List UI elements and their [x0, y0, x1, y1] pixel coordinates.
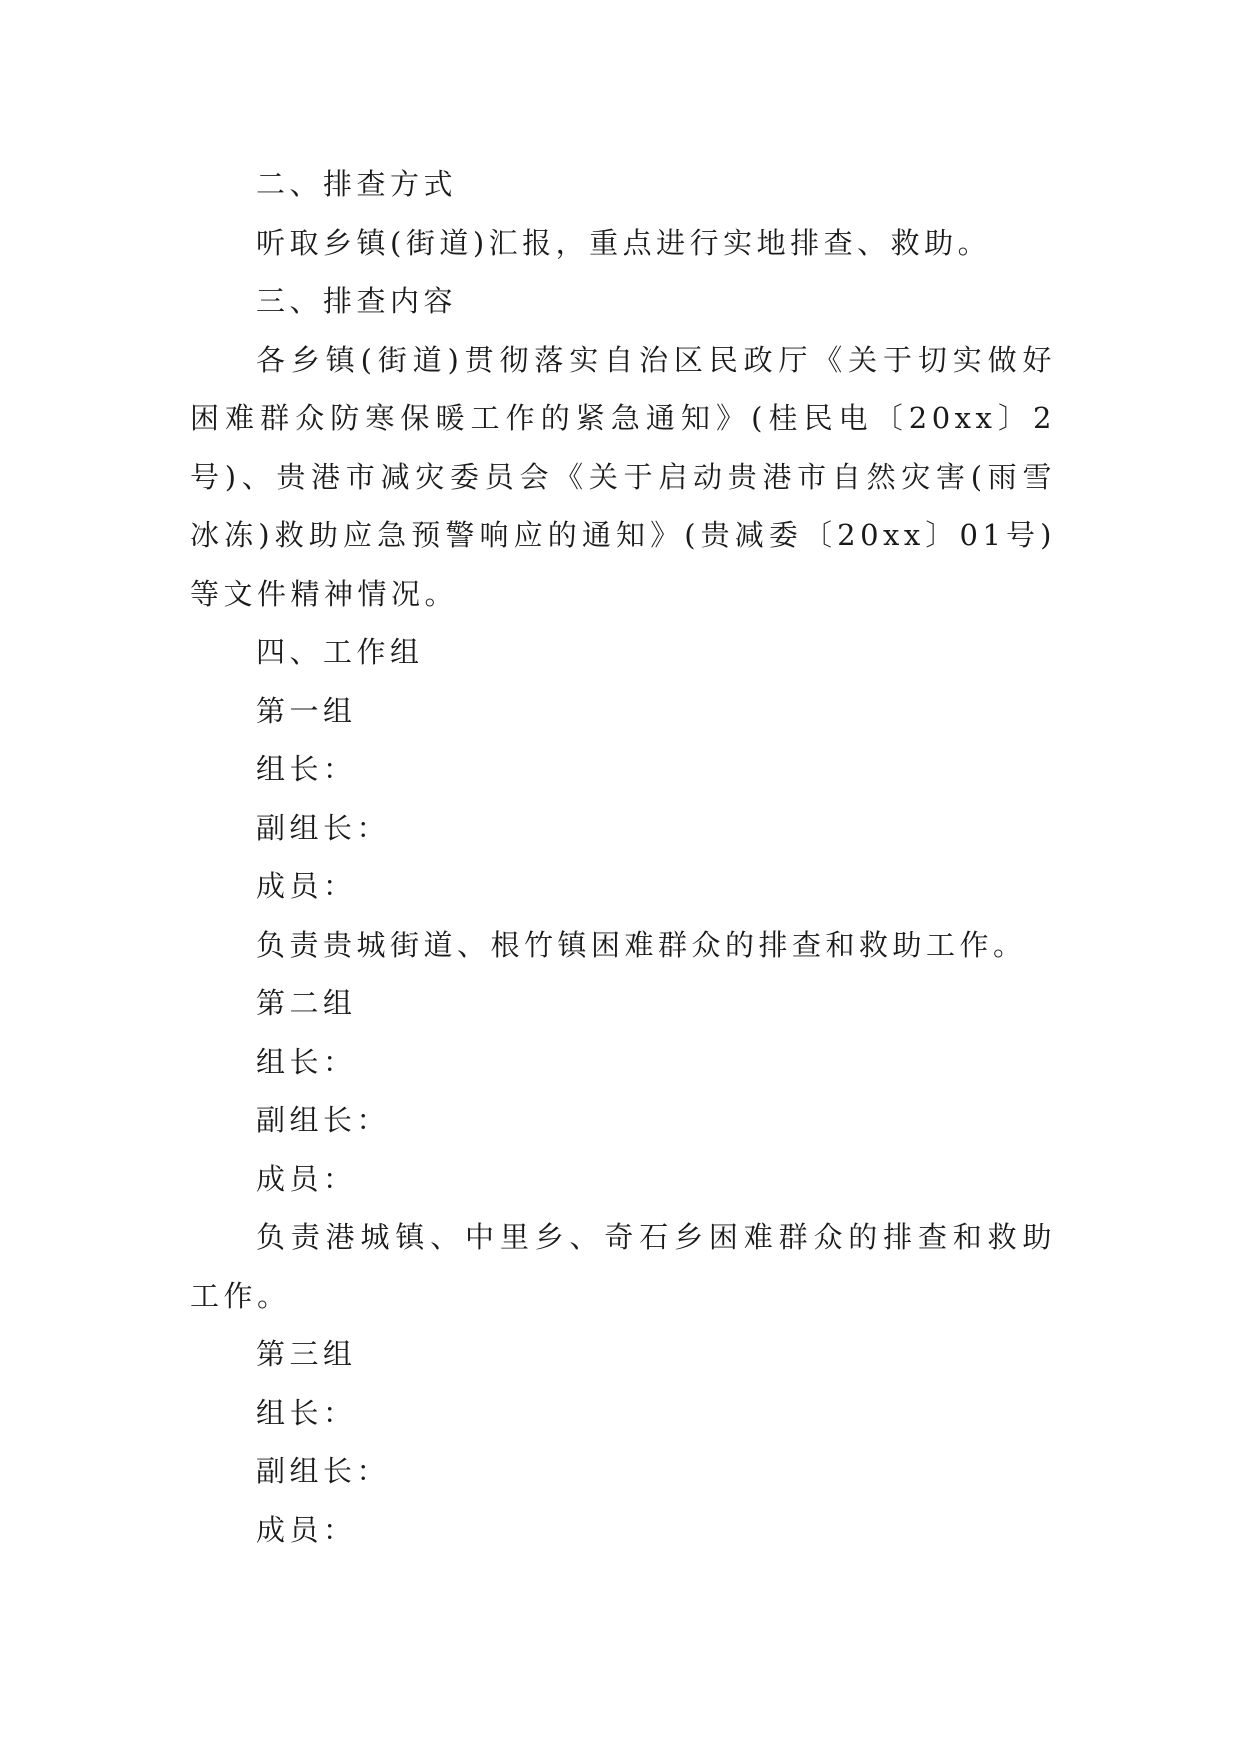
group-2-members: 成员： — [256, 1161, 357, 1196]
group-3-deputy-leader: 副组长： — [256, 1454, 391, 1488]
group-1-responsibility: 负责贵城街道、根竹镇困难群众的排查和救助工作。 — [256, 927, 1027, 962]
paragraph-inspection-content: 各乡镇(街道)贯彻落实自治区民政厅《关于切实做好困难群众防寒保暖工作的紧急通知》(桂民电〔20xx〕2号)、贵港市减灾委员会《关于启动贵港市自然灾害(雨雪冰冻)救助应急预警响应的通知》(贵减委〔20xx〕01号)等文件精神情况。 — [190, 342, 1056, 611]
section-heading-inspection-content: 三、排查内容 — [256, 284, 458, 318]
section-heading-inspection-method: 二、排查方式 — [256, 167, 458, 201]
group-3-members: 成员： — [256, 1512, 357, 1547]
group-2-leader: 组长： — [256, 1044, 357, 1079]
group-2-deputy-leader: 副组长： — [256, 1103, 391, 1137]
group-3-leader: 组长： — [256, 1395, 357, 1430]
group-3-title: 第三组 — [256, 1337, 357, 1371]
section-heading-work-groups: 四、工作组 — [256, 635, 424, 669]
group-1-deputy-leader: 副组长： — [256, 810, 391, 845]
group-2-title: 第二组 — [256, 986, 357, 1020]
paragraph-inspection-method: 听取乡镇(街道)汇报，重点进行实地排查、救助。 — [256, 225, 992, 260]
document-body — [190, 155, 1056, 1559]
group-1-title: 第一组 — [256, 693, 357, 728]
group-1-members: 成员： — [256, 869, 357, 903]
group-2-responsibility: 负责港城镇、中里乡、奇石乡困难群众的排查和救助工作。 — [190, 1220, 1056, 1313]
group-1-leader: 组长： — [256, 752, 357, 786]
